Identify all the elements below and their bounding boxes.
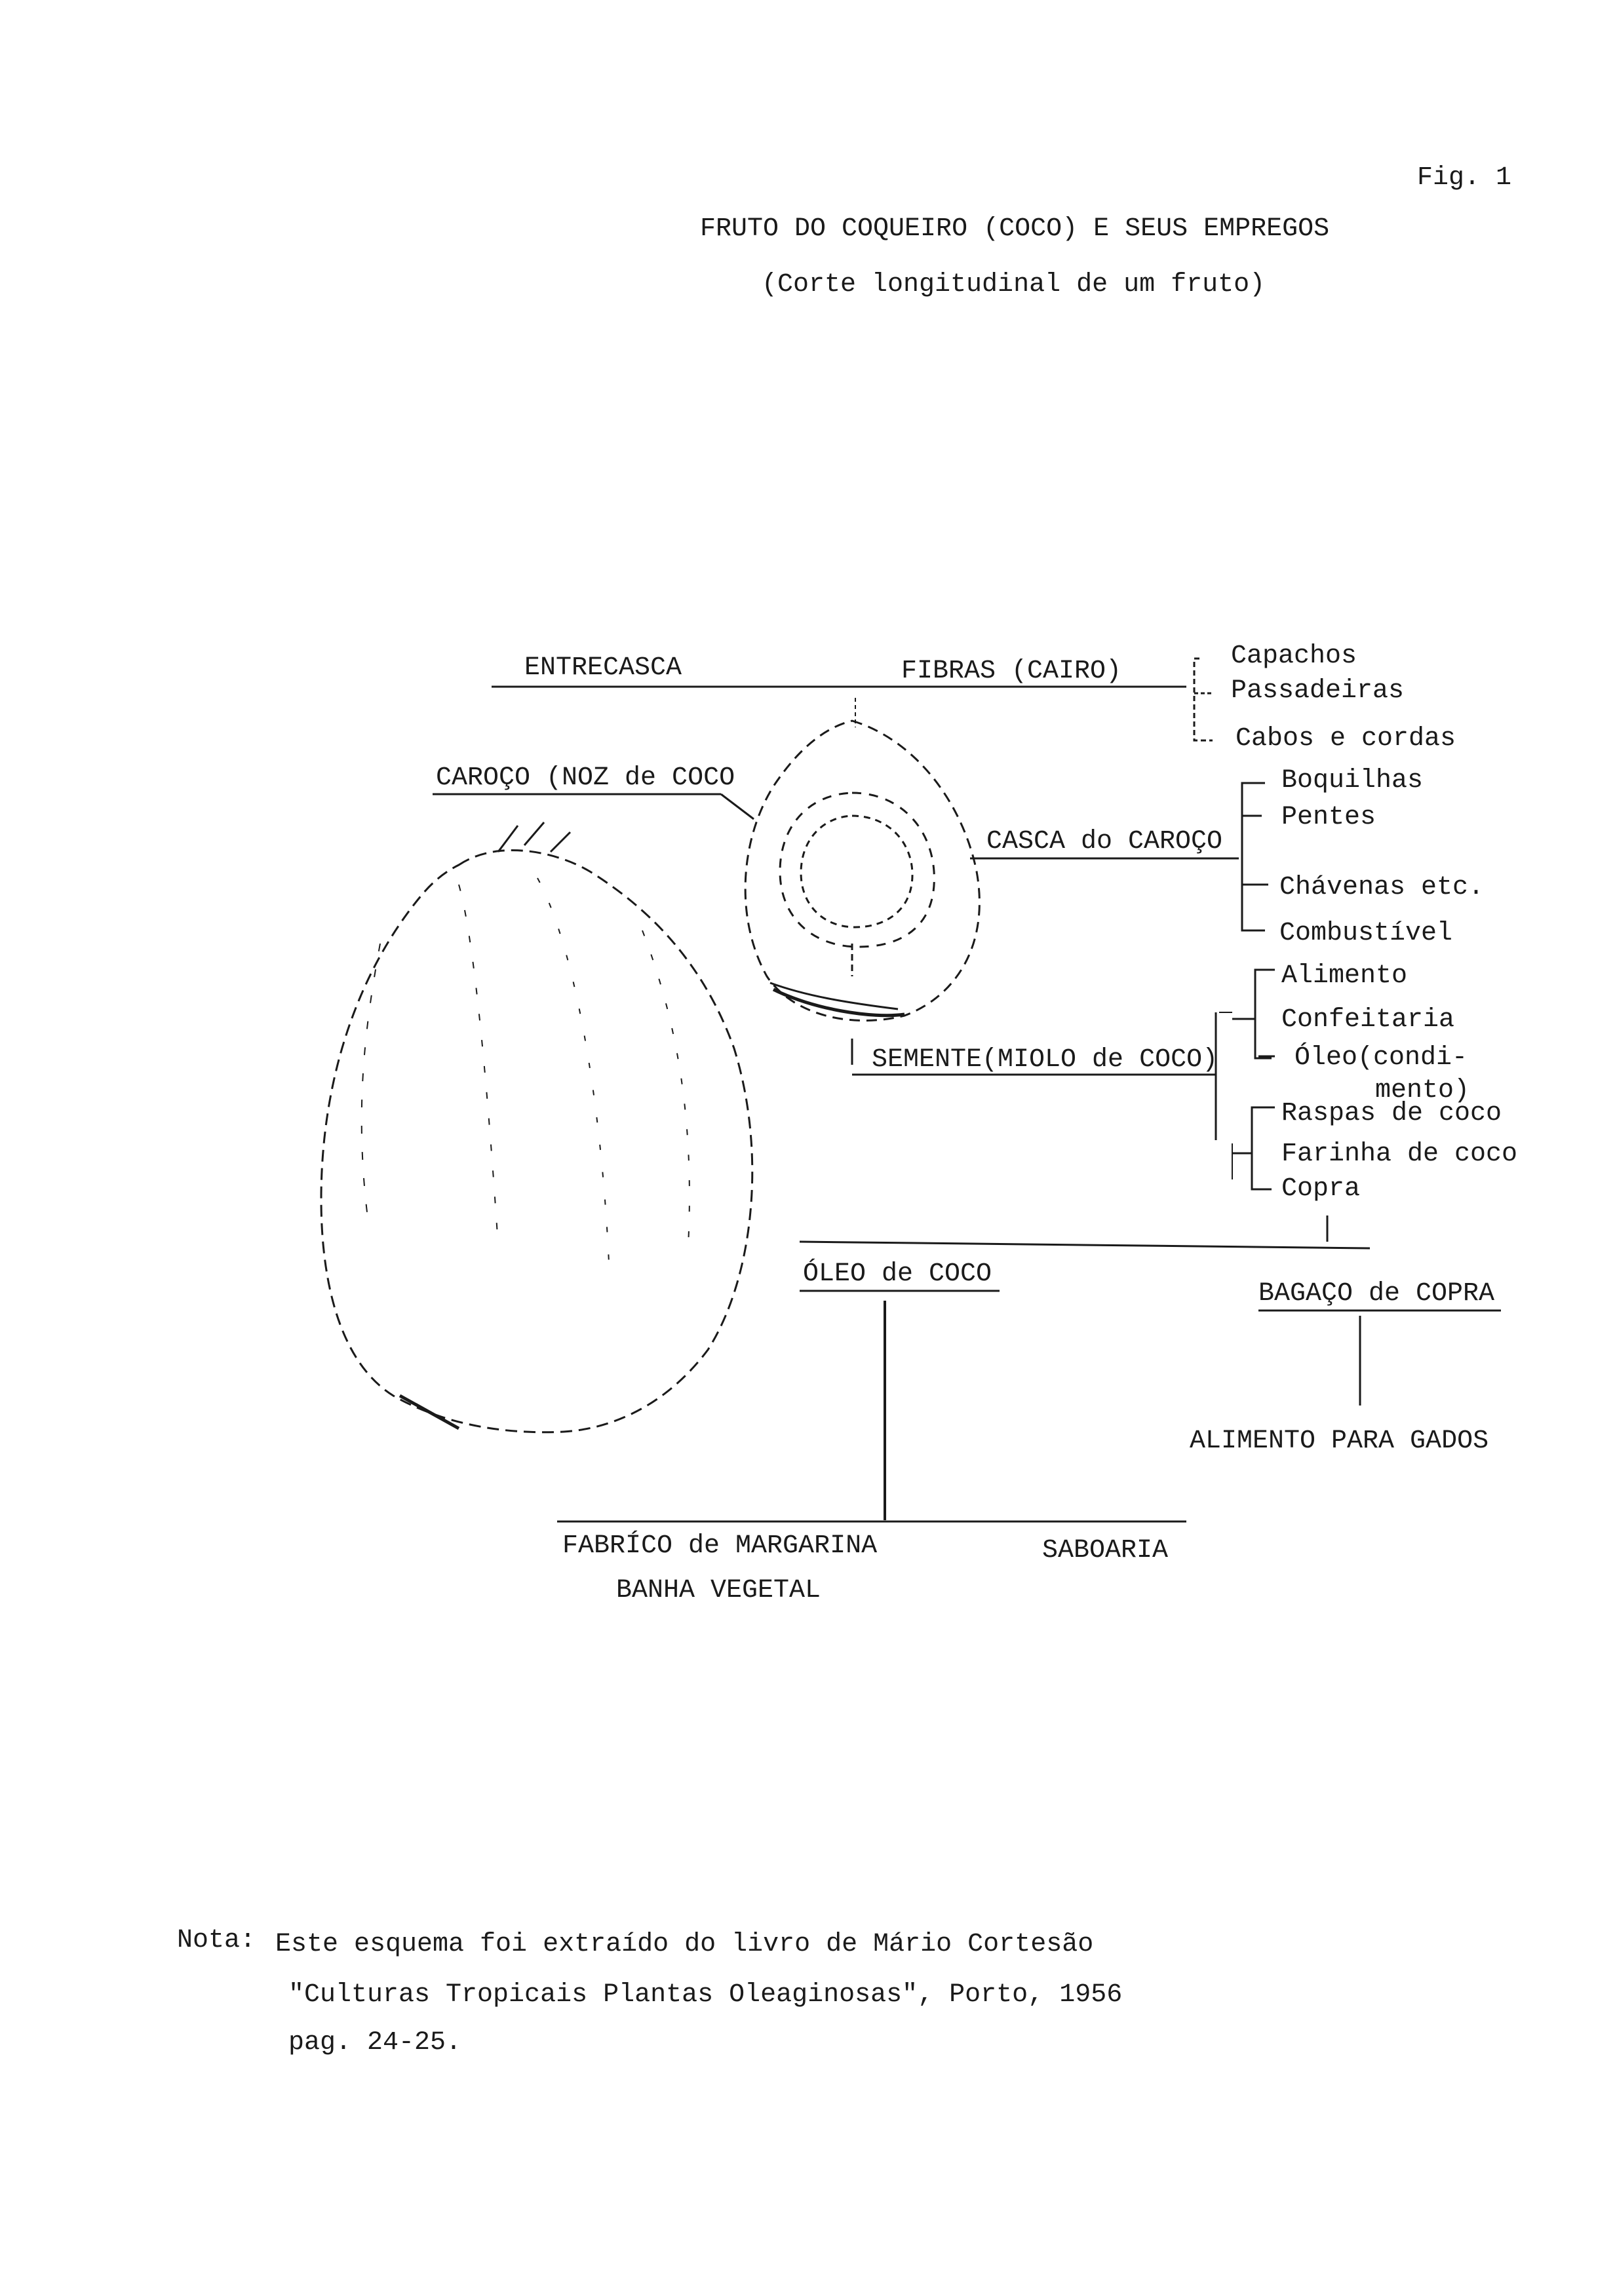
nota-line: "Culturas Tropicais Plantas Oleaginosas", Porto, 1956	[288, 1980, 1123, 2010]
semente-use: Farinha de coco	[1281, 1139, 1518, 1169]
oleo-use-saboaria: SABOARIA	[1042, 1536, 1169, 1565]
label-entrecasca: ENTRECASCA	[524, 653, 682, 683]
casca-use: Chávenas etc.	[1279, 873, 1485, 902]
casca-use: Boquilhas	[1281, 766, 1424, 795]
fibras-bracket	[1194, 659, 1213, 740]
casca-use: Combustível	[1279, 919, 1453, 948]
casca-bracket	[1242, 783, 1265, 930]
fibras-use: Passadeiras	[1231, 676, 1405, 706]
semente-use: mento)	[1375, 1076, 1470, 1105]
oleo-use-banha: BANHA VEGETAL	[616, 1576, 821, 1605]
label-fibras: FIBRAS (CAIRO)	[901, 657, 1122, 686]
label-bagaco: BAGAÇO de COPRA	[1258, 1279, 1495, 1309]
nota-label: Nota:	[177, 1926, 256, 1955]
copra-line	[800, 1242, 1370, 1248]
label-oleo-coco: ÓLEO de COCO	[803, 1259, 992, 1289]
semente-use: Alimento	[1281, 961, 1408, 991]
label-casca-caroco: CASCA do CAROÇO	[986, 827, 1223, 856]
semente-use: Copra	[1281, 1174, 1361, 1204]
coconut-section-drawing	[745, 721, 979, 1021]
semente-use: Confeitaria	[1281, 1005, 1455, 1035]
coconut-whole-drawing	[321, 822, 752, 1432]
bagaco-use: ALIMENTO PARA GADOS	[1190, 1426, 1489, 1456]
semente-bracket-a	[1255, 970, 1275, 1058]
figure-label: Fig. 1	[1417, 163, 1512, 193]
label-semente: SEMENTE(MIOLO de COCO)	[872, 1045, 1218, 1075]
nota-line: pag. 24-25.	[288, 2028, 462, 2057]
fibras-use: Capachos	[1231, 641, 1357, 671]
fibras-use: Cabos e cordas	[1236, 724, 1456, 754]
semente-bracket-b	[1252, 1107, 1275, 1189]
page-subtitle: (Corte longitudinal de um fruto)	[762, 270, 1266, 299]
nota-line: Este esquema foi extraído do livro de Mário Cortesão	[275, 1930, 1094, 1959]
oleo-use-fabrico: FABRÍCO de MARGARINA	[562, 1531, 878, 1561]
semente-use: Raspas de coco	[1281, 1099, 1502, 1128]
semente-use: Óleo(condi-	[1294, 1043, 1468, 1073]
page-title: FRUTO DO COQUEIRO (COCO) E SEUS EMPREGOS	[700, 214, 1330, 244]
label-caroco: CAROÇO (NOZ de COCO	[436, 763, 735, 793]
casca-use: Pentes	[1281, 803, 1376, 832]
